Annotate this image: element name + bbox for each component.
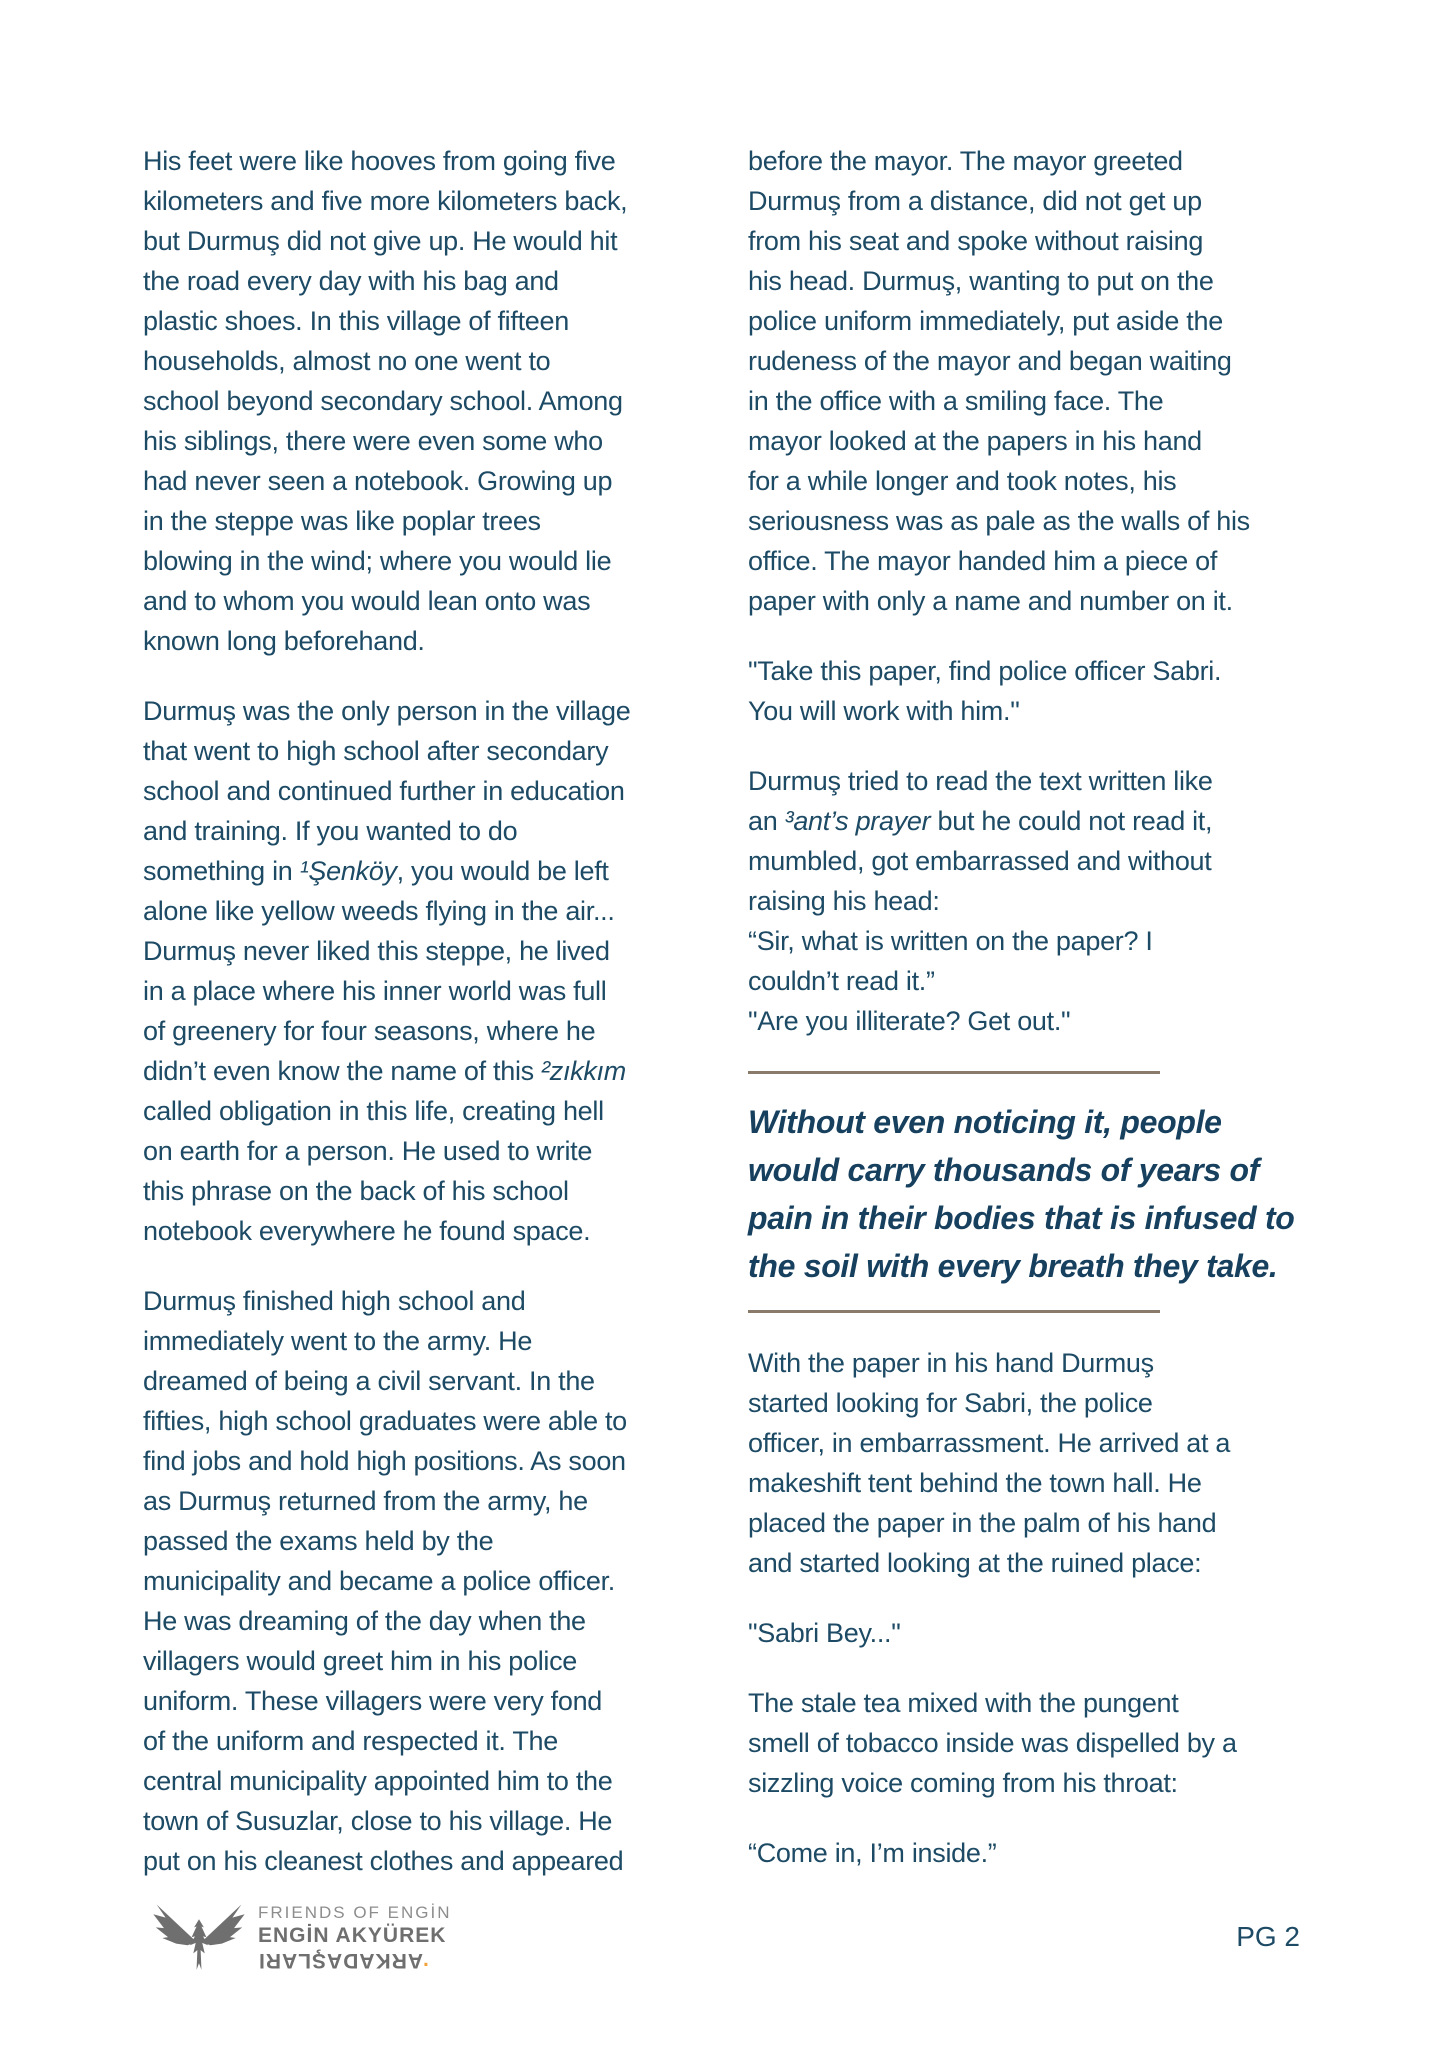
text-line: “Sir, what is written on the paper? I — [748, 926, 1153, 956]
footer-logo-line1: FRIENDS OF ENGİN — [258, 1903, 452, 1922]
text-line: raising his head: — [748, 886, 940, 916]
text-line: his siblings, there were even some who — [143, 426, 603, 456]
text-line: paper with only a name and number on it. — [748, 586, 1233, 616]
right-text-column — [748, 141, 1333, 1903]
text-line: kilometers and five more kilometers back, — [143, 186, 628, 216]
text-line: the road every day with his bag and — [143, 266, 559, 296]
text-line: didn’t even know the name of this ²zıkkım — [143, 1056, 626, 1086]
text-line: "Sabri Bey..." — [748, 1618, 901, 1648]
text-line: of the uniform and respected it. The — [143, 1726, 558, 1756]
footer-logo-orange-dot: . — [423, 1948, 430, 1971]
text-line: smell of tobacco inside was dispelled by a — [748, 1728, 1237, 1758]
text-line: had never seen a notebook. Growing up — [143, 466, 613, 496]
text-line: villagers would greet him in his police — [143, 1646, 578, 1676]
text-line: and training. If you wanted to do — [143, 816, 518, 846]
paragraph — [748, 141, 1333, 621]
text-line: and to whom you would lean onto was — [143, 586, 591, 616]
text-line: You will work with him." — [748, 696, 1020, 726]
footer-logo-line3 — [258, 1948, 452, 1972]
text-line: police uniform immediately, put aside the — [748, 306, 1223, 336]
text-line: put on his cleanest clothes and appeared — [143, 1846, 624, 1876]
paragraph — [748, 1613, 1333, 1653]
text-line: notebook everywhere he found space. — [143, 1216, 591, 1246]
footer-logo-line3-flipped-text: ARKADAŞLARI — [258, 1949, 423, 1972]
text-line: municipality and became a police officer. — [143, 1566, 615, 1596]
text-line: school and continued further in education — [143, 776, 625, 806]
text-line: pain in their bodies that is infused to — [748, 1200, 1295, 1236]
left-text-column — [143, 141, 723, 1911]
text-line: the soil with every breath they take. — [748, 1248, 1278, 1284]
text-line: find jobs and hold high positions. As soon — [143, 1446, 626, 1476]
text-line: households, almost no one went to — [143, 346, 551, 376]
text-line: in a place where his inner world was full — [143, 976, 607, 1006]
paragraph — [748, 1343, 1333, 1583]
text-line: Durmuş finished high school and — [143, 1286, 526, 1316]
text-line: in the steppe was like poplar trees — [143, 506, 541, 536]
text-line: mumbled, got embarrassed and without — [748, 846, 1212, 876]
text-line: fifties, high school graduates were able to — [143, 1406, 627, 1436]
text-line: town of Susuzlar, close to his village. He — [143, 1806, 613, 1836]
text-line: as Durmuş returned from the army, he — [143, 1486, 588, 1516]
text-line: in the office with a smiling face. The — [748, 386, 1164, 416]
eagle-logo-icon — [150, 1898, 248, 1973]
text-line: something in ¹Şenköy, you would be left — [143, 856, 609, 886]
text-line: With the paper in his hand Durmuş — [748, 1348, 1154, 1378]
text-line: dreamed of being a civil servant. In the — [143, 1366, 595, 1396]
text-line: makeshift tent behind the town hall. He — [748, 1468, 1202, 1498]
text-line: from his seat and spoke without raising — [748, 226, 1204, 256]
text-line: office. The mayor handed him a piece of — [748, 546, 1218, 576]
footer-logo-text — [258, 1898, 452, 1972]
text-line: but Durmuş did not give up. He would hit — [143, 226, 618, 256]
text-line: His feet were like hooves from going five — [143, 146, 616, 176]
paragraph — [748, 1833, 1333, 1873]
text-line: Durmuş tried to read the text written like — [748, 766, 1213, 796]
text-line: sizzling voice coming from his throat: — [748, 1768, 1178, 1798]
text-line: blowing in the wind; where you would lie — [143, 546, 612, 576]
text-line: this phrase on the back of his school — [143, 1176, 569, 1206]
text-line: plastic shoes. In this village of fifteen — [143, 306, 569, 336]
text-line: an ³ant’s prayer but he could not read it, — [748, 806, 1213, 836]
text-line: Durmuş was the only person in the village — [143, 696, 631, 726]
text-line: on earth for a person. He used to write — [143, 1136, 593, 1166]
text-line: school beyond secondary school. Among — [143, 386, 623, 416]
text-line: officer, in embarrassment. He arrived at a — [748, 1428, 1231, 1458]
text-line: couldn’t read it.” — [748, 966, 935, 996]
text-line: mayor looked at the papers in his hand — [748, 426, 1202, 456]
paragraph — [143, 691, 723, 1251]
text-line: "Are you illiterate? Get out." — [748, 1006, 1071, 1036]
text-line: placed the paper in the palm of his hand — [748, 1508, 1217, 1538]
text-line: immediately went to the army. He — [143, 1326, 533, 1356]
text-line: for a while longer and took notes, his — [748, 466, 1177, 496]
paragraph — [143, 141, 723, 661]
text-line: Durmuş from a distance, did not get up — [748, 186, 1202, 216]
text-line: He was dreaming of the day when the — [143, 1606, 586, 1636]
text-line: before the mayor. The mayor greeted — [748, 146, 1183, 176]
text-line: that went to high school after secondary — [143, 736, 609, 766]
text-line: rudeness of the mayor and began waiting — [748, 346, 1232, 376]
footer-logo — [150, 1898, 452, 1973]
paragraph — [748, 761, 1333, 1041]
text-line: "Take this paper, find police officer Sabri. — [748, 656, 1222, 686]
paragraph — [748, 651, 1333, 731]
text-line: would carry thousands of years of — [748, 1152, 1260, 1188]
text-line: The stale tea mixed with the pungent — [748, 1688, 1179, 1718]
text-line: seriousness was as pale as the walls of his — [748, 506, 1250, 536]
text-line: central municipality appointed him to the — [143, 1766, 613, 1796]
text-line: Without even noticing it, people — [748, 1104, 1222, 1140]
text-line: Durmuş never liked this steppe, he lived — [143, 936, 610, 966]
paragraph — [143, 1281, 723, 1881]
paragraph — [748, 1683, 1333, 1803]
text-line: uniform. These villagers were very fond — [143, 1686, 603, 1716]
pull-quote — [748, 1071, 1295, 1313]
text-line: and started looking at the ruined place: — [748, 1548, 1202, 1578]
page-number: PG 2 — [1236, 1921, 1300, 1952]
text-line: alone like yellow weeds flying in the air... — [143, 896, 615, 926]
text-line: known long beforehand. — [143, 626, 425, 656]
footer-logo-line2: ENGİN AKYÜREK — [258, 1924, 447, 1947]
text-line: passed the exams held by the — [143, 1526, 494, 1556]
text-line: called obligation in this life, creating hell — [143, 1096, 604, 1126]
text-line: of greenery for four seasons, where he — [143, 1016, 596, 1046]
text-line: started looking for Sabri, the police — [748, 1388, 1153, 1418]
text-line: his head. Durmuş, wanting to put on the — [748, 266, 1214, 296]
text-line: “Come in, I’m inside.” — [748, 1838, 997, 1868]
